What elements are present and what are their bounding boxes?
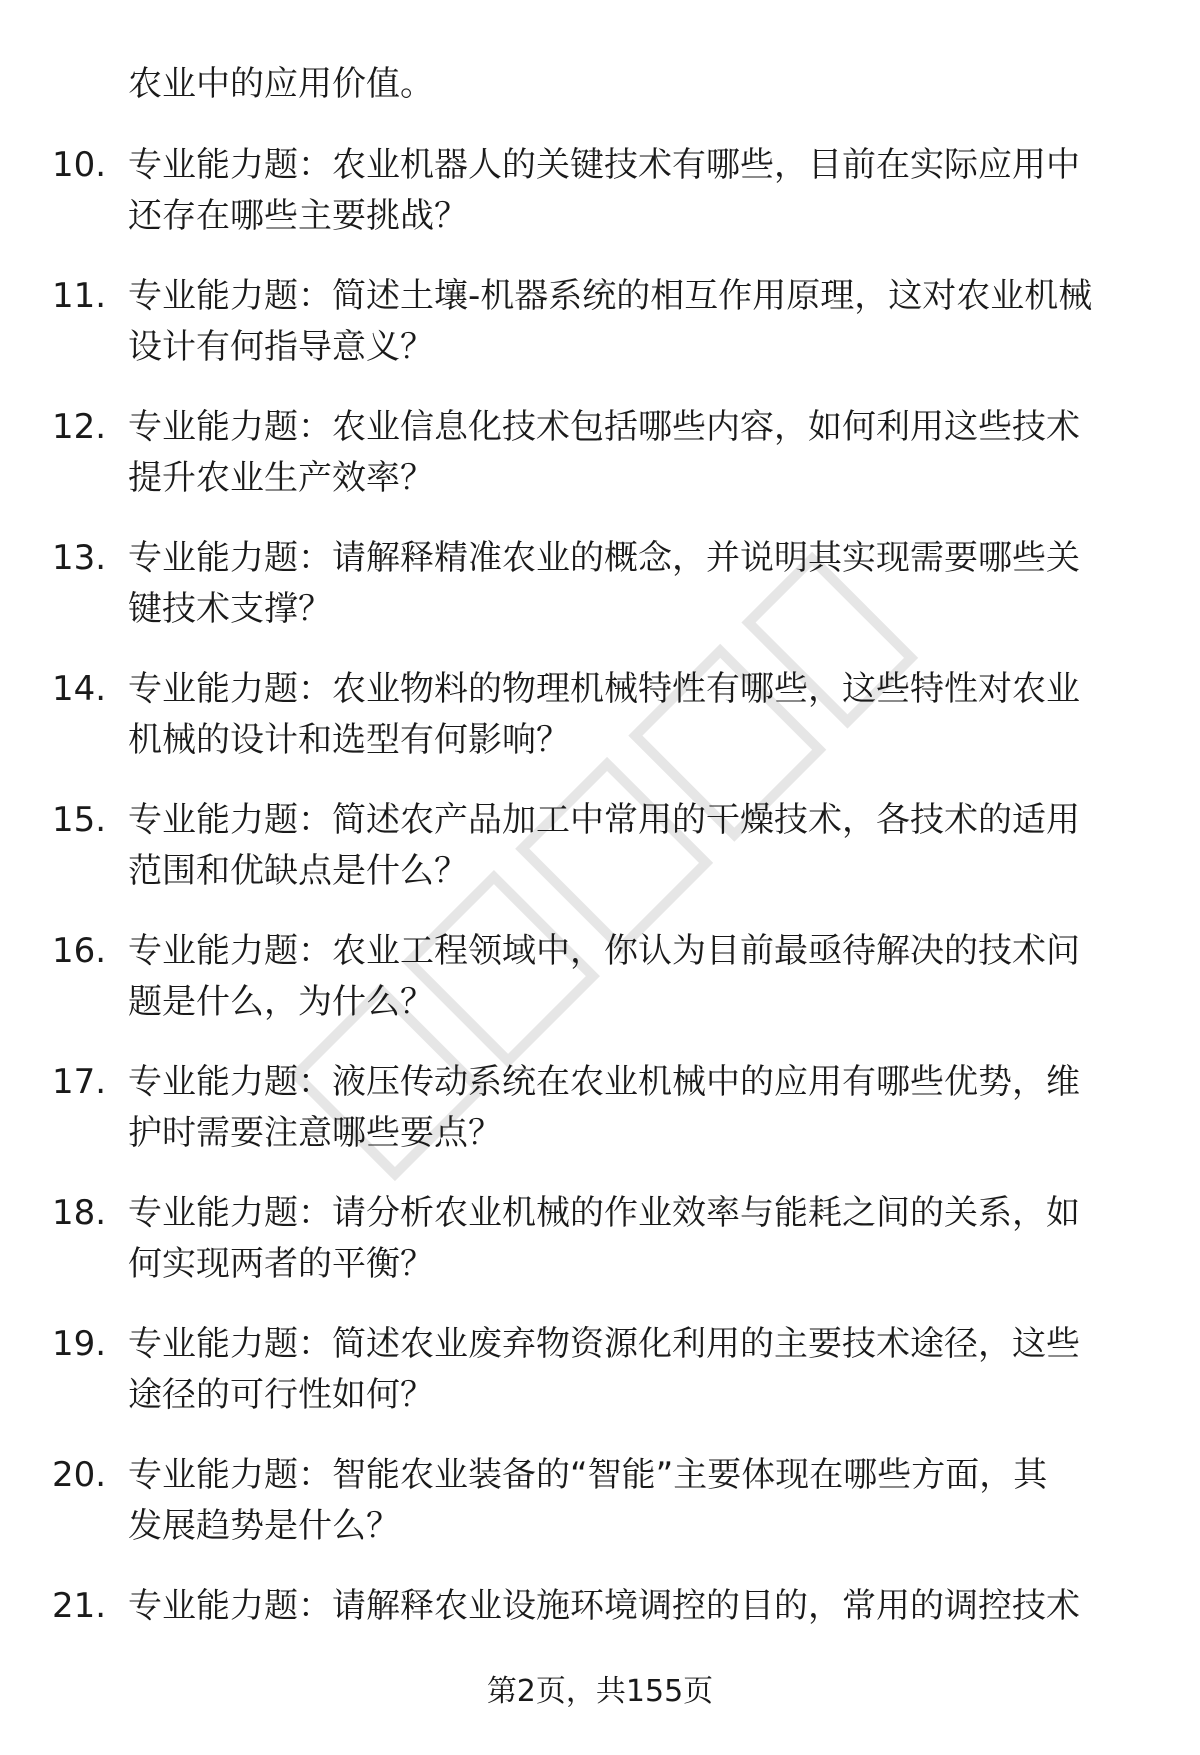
question-item	[0, 533, 1200, 664]
question-text-line-1: 专业能力题：智能农业装备的“智能”主要体现在哪些方面，其	[128, 1455, 1048, 1495]
question-item	[0, 926, 1200, 1057]
question-text-line-1: 专业能力题：请分析农业机械的作业效率与能耗之间的关系，如	[128, 1193, 1080, 1233]
question-text-line-2: 护时需要注意哪些要点？	[128, 1113, 502, 1153]
question-item	[0, 1450, 1200, 1581]
question-text-line-1: 专业能力题：农业机器人的关键技术有哪些，目前在实际应用中	[128, 145, 1080, 185]
question-number: 15.	[52, 800, 107, 840]
question-text-line-2: 机械的设计和选型有何影响？	[128, 720, 570, 760]
question-text-line-2: 范围和优缺点是什么？	[128, 851, 468, 891]
question-number: 11.	[52, 276, 107, 316]
continued-question-text: 农业中的应用价值。	[128, 64, 434, 104]
question-text-line-2: 设计有何指导意义？	[128, 327, 434, 367]
question-text-line-2: 还存在哪些主要挑战？	[128, 196, 468, 236]
question-list	[0, 140, 1200, 1712]
page-footer: 第2页，共155页	[486, 1674, 714, 1709]
question-text-line-1: 专业能力题：农业物料的物理机械特性有哪些，这些特性对农业	[128, 669, 1080, 709]
question-text-line-2: 发展趋势是什么？	[128, 1506, 400, 1546]
question-text-line-2: 提升农业生产效率？	[128, 458, 434, 498]
question-item	[0, 402, 1200, 533]
question-text-line-1: 专业能力题：请解释精准农业的概念，并说明其实现需要哪些关	[128, 538, 1080, 578]
question-text-line-1: 专业能力题：农业信息化技术包括哪些内容，如何利用这些技术	[128, 407, 1080, 447]
question-text-line-2: 题是什么，为什么？	[128, 982, 434, 1022]
question-number: 18.	[52, 1193, 107, 1233]
question-number: 19.	[52, 1324, 107, 1364]
question-item	[0, 1319, 1200, 1450]
question-number: 16.	[52, 931, 107, 971]
question-text-line-1: 专业能力题：简述农产品加工中常用的干燥技术，各技术的适用	[128, 800, 1080, 840]
question-number: 13.	[52, 538, 107, 578]
question-item	[0, 795, 1200, 926]
question-item	[0, 1188, 1200, 1319]
question-number: 17.	[52, 1062, 107, 1102]
question-text-line-1: 专业能力题：液压传动系统在农业机械中的应用有哪些优势，维	[128, 1062, 1080, 1102]
question-item	[0, 140, 1200, 271]
question-number: 20.	[52, 1455, 107, 1495]
question-number: 21.	[52, 1586, 107, 1626]
question-text-line-1: 专业能力题：简述土壤-机器系统的相互作用原理，这对农业机械	[128, 276, 1093, 316]
question-number: 14.	[52, 669, 107, 709]
question-number: 12.	[52, 407, 107, 447]
question-text-line-1: 专业能力题：农业工程领域中，你认为目前最亟待解决的技术问	[128, 931, 1080, 971]
question-text-line-2: 何实现两者的平衡？	[128, 1244, 434, 1284]
question-item	[0, 1057, 1200, 1188]
question-text-line-1: 专业能力题：简述农业废弃物资源化利用的主要技术途径，这些	[128, 1324, 1080, 1364]
question-item	[0, 664, 1200, 795]
question-text-line-2: 途径的可行性如何？	[128, 1375, 434, 1415]
question-text-line-1: 专业能力题：请解释农业设施环境调控的目的，常用的调控技术	[128, 1586, 1080, 1626]
question-text-line-2: 键技术支撑？	[128, 589, 332, 629]
question-item	[0, 271, 1200, 402]
question-number: 10.	[52, 145, 107, 185]
